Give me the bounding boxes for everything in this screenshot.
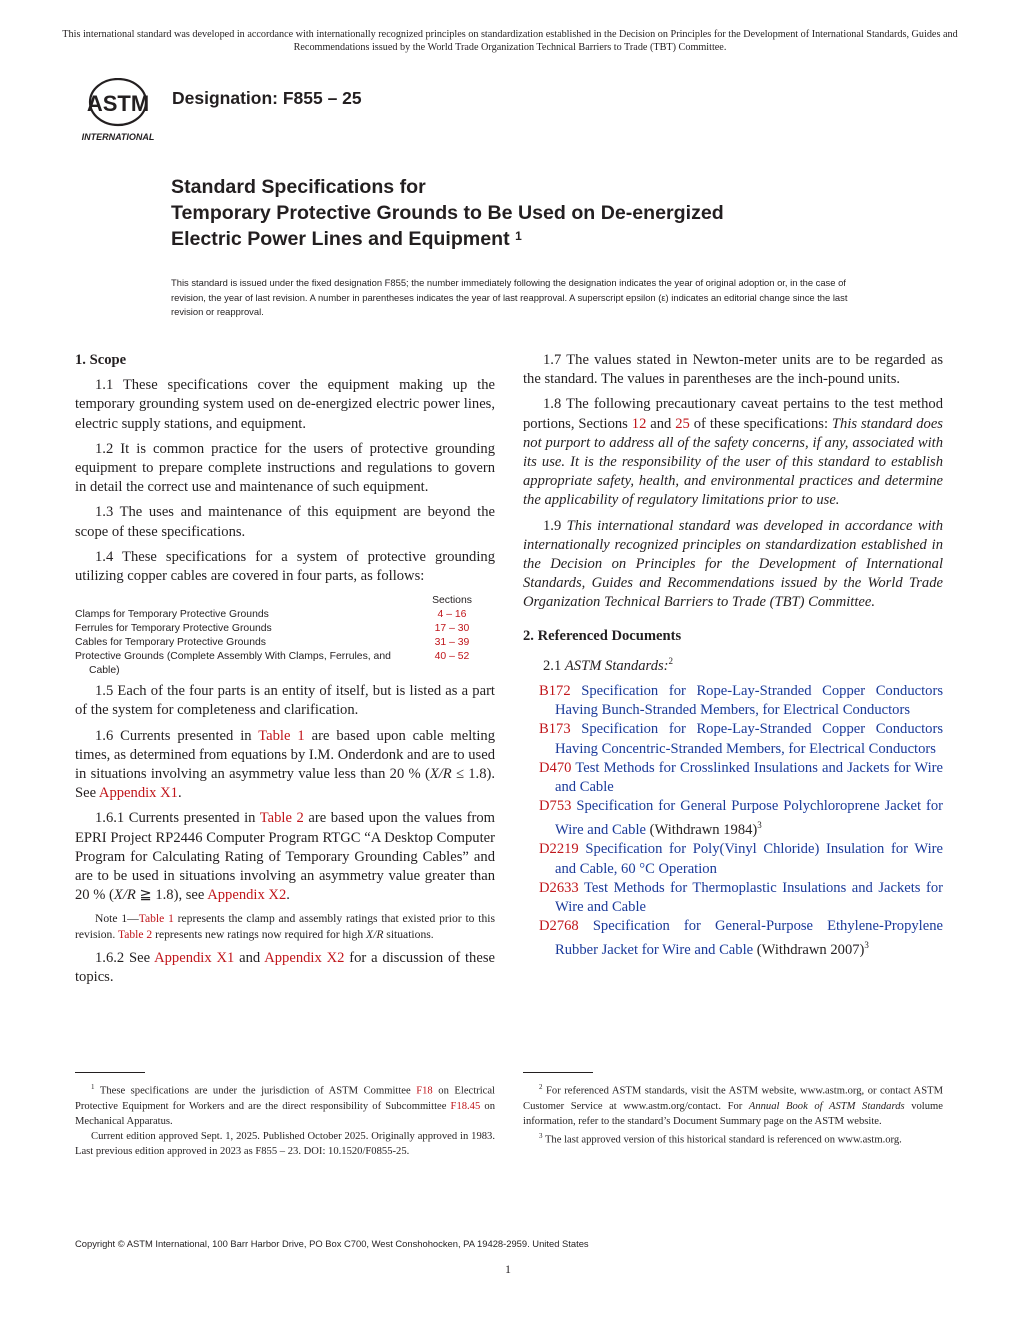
reference-item[interactable]: B172 Specification for Rope-Lay-Stranded Copper Conductors Having Bunch-Stranded Members, for Electrical Conductors bbox=[539, 682, 943, 719]
appendix-x1-link[interactable]: Appendix X1 bbox=[154, 949, 235, 966]
footnote-3: $^3$ The last approved version of this historical standard is referenced on www.astm.org. bbox=[539, 1132, 902, 1146]
left-column bbox=[75, 351, 495, 993]
para-1-2: 1.2 It is common practice for the users of protective grounding equipment to prepare complete instructions and regulations to govern in detail the correct use and maintenance of such equipment. bbox=[75, 440, 495, 496]
sections-link[interactable]: 4 – 16 bbox=[437, 609, 467, 621]
scope-heading: 1. Scope bbox=[75, 352, 127, 368]
footnotes-left bbox=[75, 1080, 495, 1160]
top-note: This international standard was developed in accordance with internationally recognized principles on standardization established in the Decision on Principles for the Development of International Standards, Guides and Recommendations issued by the World Trade Organization Technical Barriers to Trade (TBT) Committee. bbox=[62, 29, 958, 53]
table-row: Cables for Temporary Protective Grounds 31 – 39 bbox=[75, 636, 487, 650]
para-1-6-1: 1.6.1 Currents presented in Table 2 are based upon the values from EPRI Project RP2446 Computer Program RTGC “A Desktop Computer Program for Calculating Rating of Temporary Grounding Cables” and are to be used in situations involving an asymmetry value greater than 20 % (X/R ≧ 1.8), see Appendix X2. bbox=[75, 810, 495, 904]
para-1-6: 1.6 Currents presented in Table 1 are based upon cable melting times, as determined from equations by I.M. Onderdonk and are to used in situations involving an asymmetry value less than 20 % (X/R ≤ 1.8). See Appendix X1. bbox=[75, 727, 496, 802]
para-1-6-2: 1.6.2 See Appendix X1 and Appendix X2 for a discussion of these topics. bbox=[75, 949, 495, 985]
issue-note: This standard is issued under the fixed designation F855; the number immediately following the designation indicates the year of original adoption or, in the case of revision, the year of last revision. A number in parentheses indicates the year of last reapproval. A superscript epsilon (ε) indicates an editorial change since the last revision or reapproval. bbox=[171, 277, 848, 318]
logo-letters: ASTM bbox=[86, 91, 150, 116]
para-1-5: 1.5 Each of the four parts is an entity of itself, but is listed as a part of the system for completeness and clarification. bbox=[75, 683, 495, 719]
sections-header: Sections bbox=[432, 595, 472, 607]
table-1-link[interactable]: Table 1 bbox=[138, 912, 174, 926]
subcommittee-link[interactable]: F18.45 bbox=[450, 1100, 481, 1112]
sections-link[interactable]: 31 – 39 bbox=[434, 637, 470, 649]
referenced-documents-heading: 2. Referenced Documents bbox=[523, 627, 682, 644]
reference-item[interactable]: D470 Test Methods for Crosslinked Insulations and Jackets for Wire and Cable bbox=[539, 759, 943, 795]
para-1-8: 1.8 The following precautionary caveat pertains to the test method portions, Sections 12 and 25 of these specifications: This standard does not purport to address all of the safety concerns, if any, associated with its use. It is the responsibility of the user of this standard to establish appropriate safety, health, and environmental practices and determine the applicability of regulatory limitations prior to use. bbox=[523, 396, 943, 509]
para-1-1: 1.1 These specifications cover the equipment making up the temporary grounding system used on de-energized electric power lines, electric supply stations, and equipment. bbox=[75, 377, 495, 432]
para-1-7: 1.7 The values stated in Newton-meter units are to be regarded as the standard. The values in parentheses are the inch-pound units. bbox=[523, 352, 943, 388]
footnote-divider bbox=[75, 1072, 145, 1073]
footnotes-right bbox=[523, 1080, 943, 1148]
title-footnote-mark: 1 bbox=[515, 229, 522, 243]
footnote-divider bbox=[523, 1072, 593, 1073]
designation: Designation: F855 – 25 bbox=[172, 88, 362, 108]
footnote-1: $^1$ These specifications are under the jurisdiction of ASTM Committee F18 on Electrical Protective Equipment for Workers and are the direct responsibility of Subcommittee F18.45 on Mechanical Apparatus. bbox=[75, 1083, 495, 1127]
title-line-2: Temporary Protective Grounds to Be Used on De-energized bbox=[171, 202, 724, 224]
section-25-link[interactable]: 25 bbox=[675, 415, 690, 432]
appendix-x1-link[interactable]: Appendix X1 bbox=[98, 785, 178, 802]
sections-link[interactable]: 17 – 30 bbox=[434, 623, 470, 635]
note-1: Note 1—Table 1 represents the clamp and assembly ratings that existed prior to this revision. Table 2 represents new ratings now required for high X/R situations. bbox=[75, 912, 495, 942]
footnote-1-edition: Current edition approved Sept. 1, 2025. Published October 2025. Originally approved in 1983. Last previous edition approved in 2023 as F855 – 23. DOI: 10.1520/F0855-25. bbox=[75, 1131, 495, 1158]
appendix-x2-link[interactable]: Appendix X2 bbox=[264, 949, 345, 966]
para-1-4: 1.4 These specifications for a system of protective grounding utilizing copper cables are covered in four parts, as follows: bbox=[75, 548, 495, 585]
astm-standards-subheading: 2.1 ASTM Standards:$^2$ bbox=[543, 655, 674, 674]
table-row: Protective Grounds (Complete Assembly With Clamps, Ferrules, and Cable) 40 – 52 bbox=[75, 650, 487, 678]
section-12-link[interactable]: 12 bbox=[631, 415, 647, 432]
page-number: 1 bbox=[505, 1262, 511, 1276]
sections-link[interactable]: 40 – 52 bbox=[434, 651, 470, 663]
appendix-x2-link[interactable]: Appendix X2 bbox=[207, 887, 287, 904]
sections-table bbox=[75, 594, 487, 678]
right-column bbox=[523, 351, 943, 960]
para-1-3: 1.3 The uses and maintenance of this equipment are beyond the scope of these specifications. bbox=[75, 504, 495, 540]
committee-f18-link[interactable]: F18 bbox=[416, 1085, 433, 1097]
reference-item[interactable]: D2219 Specification for Poly(Vinyl Chloride) Insulation for Wire and Cable, 60 °C Operation bbox=[539, 841, 943, 877]
table-2-link[interactable]: Table 2 bbox=[259, 810, 304, 827]
title-line-1: Standard Specifications for bbox=[171, 176, 426, 198]
table-row: Ferrules for Temporary Protective Grounds 17 – 30 bbox=[75, 622, 487, 636]
reference-item[interactable]: D753 Specification for General Purpose Polychloroprene Jacket for Wire and Cable (Withdrawn 1984)$^3$ bbox=[539, 798, 943, 839]
para-1-9: 1.9 This international standard was developed in accordance with internationally recognized principles on standardization established in the Decision on Principles for the Development of International Standards, Guides and Recommendations issued by the World Trade Organization Technical Barriers to Trade (TBT) Committee. bbox=[523, 517, 944, 611]
astm-logo bbox=[76, 78, 160, 142]
reference-item[interactable]: D2633 Test Methods for Thermoplastic Insulations and Jackets for Wire and Cable bbox=[539, 879, 944, 915]
copyright: Copyright © ASTM International, 100 Barr Harbor Drive, PO Box C700, West Conshohocken, PA 19428-2959. United States bbox=[75, 1238, 589, 1249]
title-line-3: Electric Power Lines and Equipment $^1$ bbox=[171, 228, 522, 250]
table-2-link[interactable]: Table 2 bbox=[117, 928, 153, 942]
standard-title bbox=[171, 174, 871, 252]
reference-item[interactable]: B173 Specification for Rope-Lay-Stranded Copper Conductors Having Concentric-Stranded Members, for Electrical Conductors bbox=[539, 721, 943, 757]
footnote-2: $^2$ For referenced ASTM standards, visit the ASTM website, www.astm.org, or contact ASTM Customer Service at www.astm.org/contact. For Annual Book of ASTM Standards volume information, refer to the standard’s Document Summary page on the ASTM website. bbox=[523, 1083, 943, 1127]
table-1-link[interactable]: Table 1 bbox=[258, 727, 305, 744]
reference-item[interactable]: D2768 Specification for General-Purpose Ethylene-Propylene Rubber Jacket for Wire and Cable (Withdrawn 2007)$^3$ bbox=[539, 918, 943, 959]
table-row: Clamps for Temporary Protective Grounds 4 – 16 bbox=[75, 608, 487, 622]
logo-international-text: INTERNATIONAL bbox=[81, 132, 155, 142]
